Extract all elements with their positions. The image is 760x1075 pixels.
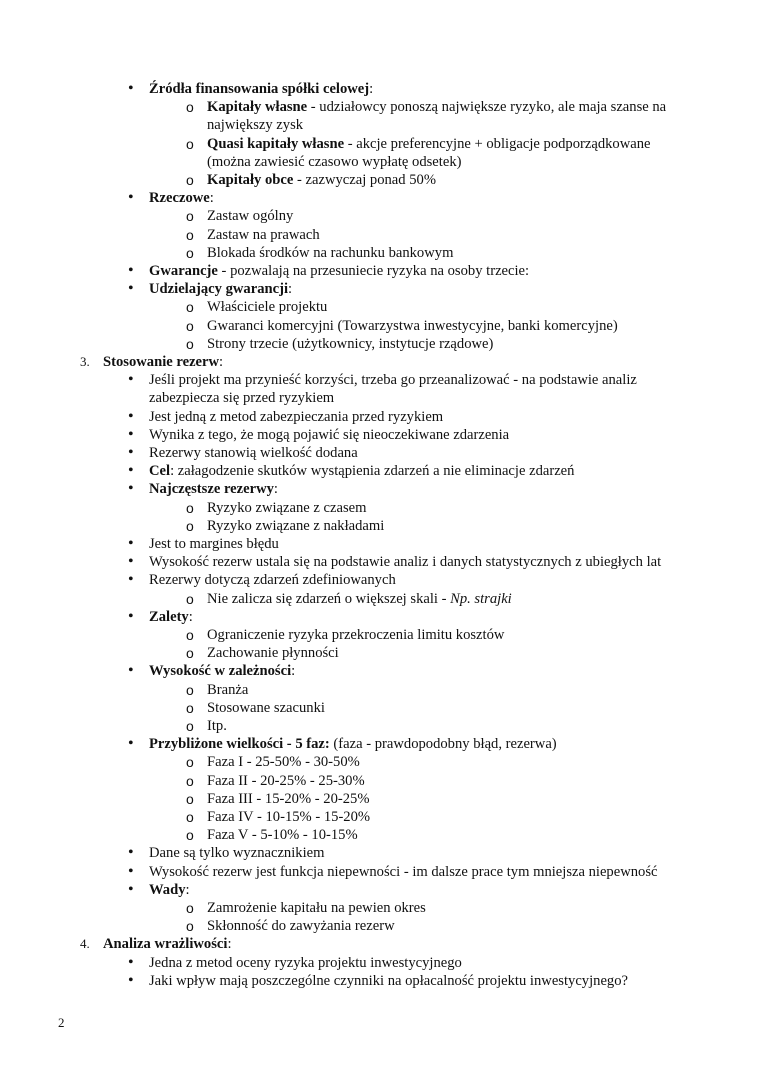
list-item [149,189,214,207]
list-number: 3. [80,354,90,369]
list-item [207,116,303,134]
list-item [207,772,365,790]
bullet-icon: • [128,371,134,389]
list-item-text: (można zawiesić czasowo wypłatę odsetek) [207,153,462,170]
circle-bullet-icon: o [186,809,194,825]
bullet-icon: • [128,662,134,680]
list-item [149,408,443,426]
list-item [207,317,618,335]
list-item [149,444,358,462]
list-item-text: Faza IV - 10-15% - 15-20% [207,809,371,825]
list-item-text: : [209,190,214,207]
list-item [149,80,373,98]
list-item-text: : [188,608,193,625]
list-item-text: Zalety [149,608,189,625]
list-item-text: : [288,281,293,298]
circle-bullet-icon: o [186,699,194,716]
list-item-text: (faza - prawdopodobny błąd, rezerwa) [329,736,557,753]
list-item-text: Faza II - 20-25% - 25-30% [207,772,365,789]
list-item [149,954,462,972]
list-item-text: Właściciele projektu [207,299,328,316]
circle-bullet-icon: o [186,790,194,807]
list-item-text: : załagodzenie skutków wystąpienia zdarzeń a nie eliminacje zdarzeń [170,463,575,480]
circle-bullet-icon: o [186,772,194,789]
list-item [149,426,509,444]
list-item [207,826,358,844]
bullet-icon: • [128,425,134,443]
circle-bullet-icon: o [186,299,194,316]
list-item-text: Wady [149,881,186,898]
bullet-icon: • [128,953,134,971]
circle-bullet-icon: o [186,208,194,225]
list-item-text: Analiza wrażliwości [103,936,228,953]
list-item-text: Branża [207,681,249,698]
list-item [149,881,190,899]
list-item-text: : [273,481,278,498]
list-item [149,662,295,680]
circle-bullet-icon: o [186,226,194,243]
list-item [149,389,334,407]
list-number: 4. [80,936,90,952]
list-item-text: : [219,354,224,370]
list-item-text: - pozwalają na przesuniecie ryzyka na osoby trzecie: [217,263,530,279]
list-item-text: Jaki wpływ mają poszczególne czynniki na opłacalność projektu inwestycyjnego? [149,972,629,989]
bullet-icon: • [128,553,134,571]
bullet-icon: • [128,844,134,862]
list-item-text: Nie zalicza się zdarzeń o większej skali - [207,590,451,607]
list-item-text: Wynika z tego, że mogą pojawić się nieoczekiwane zdarzenia [149,426,510,443]
list-item-text: zabezpiecza się przed ryzykiem [149,390,335,407]
list-item [207,917,395,935]
circle-bullet-icon: o [186,172,194,188]
list-item [207,207,293,225]
bullet-icon: • [128,862,134,880]
list-item-text: Jedna z metod oceny ryzyka projektu inwestycyjnego [149,954,462,971]
list-item [207,98,666,116]
list-item-text: Ryzyko związane z czasem [207,499,367,516]
list-item [207,517,384,535]
list-item [207,753,360,771]
list-item-text: : [227,936,232,953]
circle-bullet-icon: o [186,900,194,916]
list-item-text: Faza V - 5-10% - 10-15% [207,827,358,844]
bullet-icon: • [128,444,134,461]
list-item [207,135,651,153]
list-item [149,863,658,881]
list-item [207,808,370,826]
list-item-text: Zastaw na prawach [207,226,320,243]
list-item [207,899,426,917]
list-item-text: Zamrożenie kapitału na pewien okres [207,900,426,916]
bullet-icon: • [128,535,134,552]
list-item [149,608,193,626]
page-number: 2 [58,1015,65,1030]
list-item-text: Rezerwy stanowią wielkość dodana [149,445,358,461]
circle-bullet-icon: o [186,517,194,534]
circle-bullet-icon: o [186,827,194,844]
list-item-text: Rezerwy dotyczą zdarzeń zdefiniowanych [149,572,396,589]
list-item-text: Skłonność do zawyżania rezerw [207,918,395,935]
circle-bullet-icon: o [186,718,194,734]
list-item-text: Jest jedną z metod zabezpieczania przed ryzykiem [149,408,444,425]
bullet-icon: • [128,971,134,989]
circle-bullet-icon: o [186,499,194,516]
circle-bullet-icon: o [186,754,194,771]
circle-bullet-icon: o [186,681,194,698]
list-item-text: Gwarancje [149,263,218,279]
list-item-text: - akcje preferencyjne + obligacje podporządkowane [344,135,651,152]
circle-bullet-icon: o [186,645,194,662]
list-item-text: Rzeczowe [149,190,210,207]
list-item-text: Faza I - 25-50% - 30-50% [207,754,360,771]
list-item-text: : [185,881,190,898]
bullet-icon: • [128,480,134,498]
list-item-text: Quasi kapitały własne [207,135,345,152]
list-item-text: Ryzyko związane z nakładami [207,517,385,534]
list-item-text: Dane są tylko wyznacznikiem [149,845,325,862]
list-item-text: Jest to margines błędu [149,536,279,552]
circle-bullet-icon: o [186,590,194,607]
list-item [207,699,325,717]
list-item-text: Najczęstsze rezerwy [149,481,274,498]
bullet-icon: • [128,189,134,207]
list-item [207,226,320,244]
list-item [149,280,292,298]
list-item [149,480,278,498]
list-item [207,499,366,517]
list-item-text: Cel [149,463,171,480]
list-item [207,153,461,171]
list-item-text: Itp. [207,718,227,734]
list-item-text: Źródła finansowania spółki celowej [149,81,370,97]
list-item [207,244,453,262]
list-item-text: - zazwyczaj ponad 50% [293,172,436,188]
list-item-text: Wysokość rezerw jest funkcja niepewności - im dalsze prace tym mniejsza niepewność [149,863,658,880]
list-item-text: Kapitały własne [207,99,308,116]
list-item-text: : [291,663,296,680]
bullet-icon: • [128,571,134,589]
list-item-text: Przybliżone wielkości - 5 faz: [149,736,330,753]
list-item-text: największy zysk [207,117,304,134]
circle-bullet-icon: o [186,335,194,352]
list-item [149,735,557,753]
list-item [207,335,493,353]
bullet-icon: • [128,880,134,898]
list-item [103,935,232,953]
list-item-text: Stosowane szacunki [207,699,325,716]
list-item-text: Np. strajki [450,590,512,607]
list-item [207,590,512,608]
list-item [103,353,223,371]
list-item [149,371,637,389]
list-item [207,717,227,735]
bullet-icon: • [128,407,134,425]
circle-bullet-icon: o [186,135,194,152]
list-item-text: Kapitały obce [207,172,294,188]
list-item-text: Gwaranci komercyjni (Towarzystwa inwestycyjne, banki komercyjne) [207,317,618,334]
list-item-text: - udziałowcy ponoszą największe ryzyko, ale maja szanse na [307,99,667,116]
list-item [207,681,248,699]
list-item-text: Zastaw ogólny [207,208,294,225]
list-item [149,844,324,862]
circle-bullet-icon: o [186,627,194,643]
bullet-icon: • [128,462,134,480]
list-item-text: Ograniczenie ryzyka przekroczenia limitu kosztów [207,627,505,643]
list-item [149,462,574,480]
circle-bullet-icon: o [186,244,194,261]
bullet-icon: • [128,280,134,298]
bullet-icon: • [128,735,134,753]
circle-bullet-icon: o [186,317,194,334]
list-item-text: Wysokość w zależności [149,663,292,680]
circle-bullet-icon: o [186,918,194,935]
list-item-text: Wysokość rezerw ustala się na podstawie analiz i danych statystycznych z ubiegłych lat [149,554,662,571]
list-item [207,790,370,808]
list-item-text: Jeśli projekt ma przynieść korzyści, trzeba go przeanalizować - na podstawie analiz [149,372,637,389]
list-item-text: Strony trzecie (użytkownicy, instytucje rządowe) [207,335,494,352]
list-item-text: : [369,81,374,97]
bullet-icon: • [128,607,134,625]
list-item [207,626,504,644]
list-item-text: Stosowanie rezerw [103,354,220,370]
list-item [149,535,279,553]
list-item [149,553,661,571]
list-item [207,644,339,662]
list-item-text: Udzielający gwarancji [149,281,289,298]
list-item [207,171,436,189]
list-item [149,571,396,589]
list-item-text: Blokada środków na rachunku bankowym [207,244,454,261]
list-item [149,262,529,280]
bullet-icon: • [128,80,134,97]
list-item [149,972,628,990]
list-item [207,298,327,316]
bullet-icon: • [128,262,134,279]
circle-bullet-icon: o [186,99,194,116]
list-item-text: Faza III - 15-20% - 20-25% [207,790,370,807]
list-item-text: Zachowanie płynności [207,645,339,662]
